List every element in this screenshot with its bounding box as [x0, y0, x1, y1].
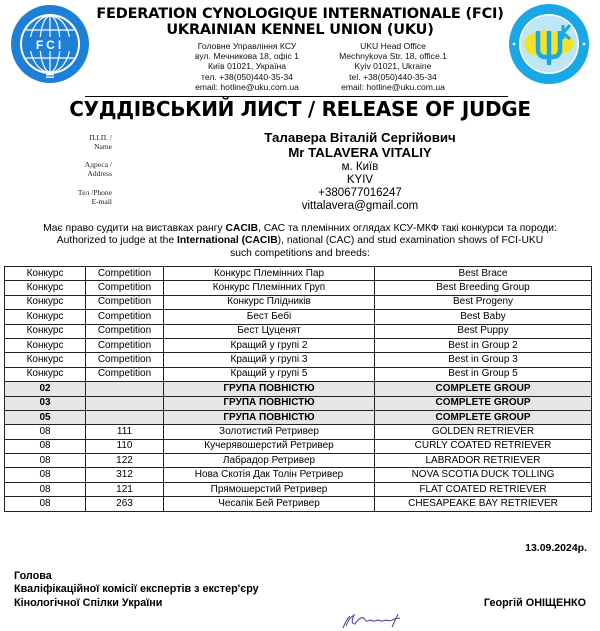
table-cell-c1: 03 [5, 396, 86, 410]
table-cell-c4: Best in Group 3 [375, 353, 592, 367]
table-cell-c1: Конкурс [5, 267, 86, 281]
name-label-en: Name [94, 142, 112, 152]
table-cell-c4: COMPLETE GROUP [375, 410, 592, 424]
footer-position [14, 570, 259, 610]
table-row [5, 396, 592, 410]
table-row [5, 425, 592, 439]
table-cell-c4: COMPLETE GROUP [375, 382, 592, 396]
table-cell-c1: 08 [5, 425, 86, 439]
table-cell-c3: Конкурс Племінних Пар [164, 267, 375, 281]
contact-label [40, 188, 112, 207]
address-en-line: Mechnykova Str. 18, office.1 [339, 51, 447, 62]
table-cell-c2: Competition [86, 367, 164, 381]
name-label-ua: П.І.П. / [89, 133, 112, 142]
table-cell-c2: Competition [86, 310, 164, 324]
table-cell-c3: Прямошерстий Ретривер [164, 482, 375, 496]
table-row [5, 367, 592, 381]
table-cell-c4: CURLY COATED RETRIEVER [375, 439, 592, 453]
table-cell-c2: Competition [86, 353, 164, 367]
table-cell-c4: Best Progeny [375, 295, 592, 309]
address-ua-line: Київ 01021, Україна [207, 61, 287, 72]
table-cell-c4: COMPLETE GROUP [375, 396, 592, 410]
table-row [5, 454, 592, 468]
table-row [5, 468, 592, 482]
table-row [5, 281, 592, 295]
table-row [5, 267, 592, 281]
table-cell-c3: Бест Бебі [164, 310, 375, 324]
table-row [5, 410, 592, 424]
table-cell-c4: CHESAPEAKE BAY RETRIEVER [375, 497, 592, 511]
address-ua [167, 41, 327, 92]
table-cell-c3: Кучерявошерстий Ретривер [164, 439, 375, 453]
table-cell-c1: Конкурс [5, 353, 86, 367]
table-row [5, 324, 592, 338]
table-cell-c1: 05 [5, 410, 86, 424]
table-cell-c2: Competition [86, 338, 164, 352]
table-cell-c3: Кращий у групі 3 [164, 353, 375, 367]
fci-logo [10, 4, 90, 84]
address-en [313, 41, 473, 92]
table-cell-c1: Конкурс [5, 367, 86, 381]
table-cell-c4: Best Breeding Group [375, 281, 592, 295]
table-cell-c1: Конкурс [5, 338, 86, 352]
table-cell-c2: 111 [86, 425, 164, 439]
table-cell-c2: Competition [86, 281, 164, 295]
address-label-en: Address [87, 169, 112, 179]
table-row [5, 310, 592, 324]
email-label: E-mail [91, 197, 112, 207]
table-cell-c4: Best in Group 2 [375, 338, 592, 352]
table-cell-c4: Best Baby [375, 310, 592, 324]
judge-name-en: Mr TALAVERA VITALIY [288, 145, 432, 160]
authorization-text [0, 223, 600, 260]
table-cell-c2: 263 [86, 497, 164, 511]
table-cell-c1: 02 [5, 382, 86, 396]
table-cell-c2 [86, 396, 164, 410]
footer-line: Кваліфікаційної комісії експертів з екстер'єру [14, 583, 259, 596]
table-cell-c4: NOVA SCOTIA DUCK TOLLING [375, 468, 592, 482]
competitions-table [4, 266, 592, 512]
table-cell-c3: Бест Цуценят [164, 324, 375, 338]
table-cell-c1: 08 [5, 468, 86, 482]
address-label [40, 160, 112, 179]
judge-phone: +380677016247 [318, 187, 402, 199]
judge-address-en: KYIV [346, 174, 374, 186]
table-cell-c3: ГРУПА ПОВНІСТЮ [164, 410, 375, 424]
fci-logo-text: FCI [35, 38, 65, 52]
table-cell-c1: Конкурс [5, 281, 86, 295]
signatory-name: Георгій ОНІЩЕНКО [483, 597, 586, 609]
table-cell-c4: Best Brace [375, 267, 592, 281]
table-cell-c4: Best in Group 5 [375, 367, 592, 381]
table-cell-c3: Конкурс Плідників [164, 295, 375, 309]
table-cell-c3: Чесапік Бей Ретривер [164, 497, 375, 511]
judge-address-ua: м. Київ [341, 161, 379, 173]
table-cell-c1: Конкурс [5, 310, 86, 324]
judge-name-ua: Талавера Віталій Сергійович [264, 130, 456, 145]
table-row [5, 439, 592, 453]
table-cell-c1: Конкурс [5, 324, 86, 338]
table-cell-c3: ГРУПА ПОВНІСТЮ [164, 382, 375, 396]
table-cell-c2: 110 [86, 439, 164, 453]
authorization-line-1: Має право судити на виставках рангу CACIB, САС та племінних оглядах КСУ-МКФ такі конкурси та породи: [43, 223, 557, 234]
table-cell-c1: 08 [5, 454, 86, 468]
footer-line: Кінологічної Спілки України [14, 596, 163, 609]
table-cell-c2: Competition [86, 267, 164, 281]
table-cell-c3: Кращий у групі 2 [164, 338, 375, 352]
signature [340, 610, 406, 630]
header-title-line1: FEDERATION CYNOLOGIQUE INTERNATIONALE (FCI) [96, 6, 504, 22]
authorization-line-2: Authorized to judge at the International (CACIB), national (CAC) and stud examination shows of FCI-UKU [56, 235, 544, 247]
table-row [5, 482, 592, 496]
document-title: СУДДІВСЬКИЙ ЛИСТ / RELEASE OF JUDGE [69, 97, 531, 121]
name-label [40, 133, 112, 152]
table-cell-c1: 08 [5, 497, 86, 511]
address-label-ua: Адреса / [84, 160, 112, 169]
uku-logo [508, 3, 590, 85]
table-cell-c4: GOLDEN RETRIEVER [375, 425, 592, 439]
table-row [5, 497, 592, 511]
table-cell-c2: 312 [86, 468, 164, 482]
table-cell-c2 [86, 382, 164, 396]
table-cell-c3: Золотистий Ретривер [164, 425, 375, 439]
address-ua-line: вул. Мечникова 18, офіс 1 [195, 51, 299, 62]
table-cell-c2: Competition [86, 295, 164, 309]
table-row [5, 353, 592, 367]
table-cell-c3: Лабрадор Ретривер [164, 454, 375, 468]
table-row [5, 382, 592, 396]
table-cell-c2: 121 [86, 482, 164, 496]
footer-line: Голова [14, 570, 52, 582]
table-cell-c4: Best Puppy [375, 324, 592, 338]
issue-date: 13.09.2024р. [525, 542, 587, 554]
table-row [5, 295, 592, 309]
table-cell-c3: Кращий у групі 5 [164, 367, 375, 381]
address-en-line: email: hotline@uku.com.ua [341, 81, 445, 92]
table-cell-c1: 08 [5, 439, 86, 453]
judge-email: vittalavera@gmail.com [301, 200, 419, 212]
header-title-line2: UKRAINIAN KENNEL UNION (UKU) [166, 22, 434, 38]
table-cell-c3: Конкурс Племінних Груп [164, 281, 375, 295]
table-cell-c2 [86, 410, 164, 424]
address-en-line: Kyiv 01021, Ukraine [354, 61, 432, 72]
address-ua-line: Головне Управління КСУ [197, 41, 297, 51]
table-cell-c3: ГРУПА ПОВНІСТЮ [164, 396, 375, 410]
address-ua-line: тел. +38(050)440-35-34 [201, 71, 293, 82]
table-cell-c1: Конкурс [5, 295, 86, 309]
table-cell-c4: FLAT COATED RETRIEVER [375, 482, 592, 496]
address-en-line: UKU Head Office [360, 41, 426, 51]
table-row [5, 338, 592, 352]
table-cell-c4: LABRADOR RETRIEVER [375, 454, 592, 468]
address-en-line: tel. +38(050)440-35-34 [349, 71, 437, 82]
table-cell-c2: Competition [86, 324, 164, 338]
phone-label: Тел /Phone [77, 188, 112, 197]
table-cell-c2: 122 [86, 454, 164, 468]
table-cell-c3: Нова Скотія Дак Толін Ретривер [164, 468, 375, 482]
table-cell-c1: 08 [5, 482, 86, 496]
address-ua-line: email: hotline@uku.com.ua [195, 81, 299, 92]
authorization-line-3: such competitions and breeds: [230, 247, 370, 259]
